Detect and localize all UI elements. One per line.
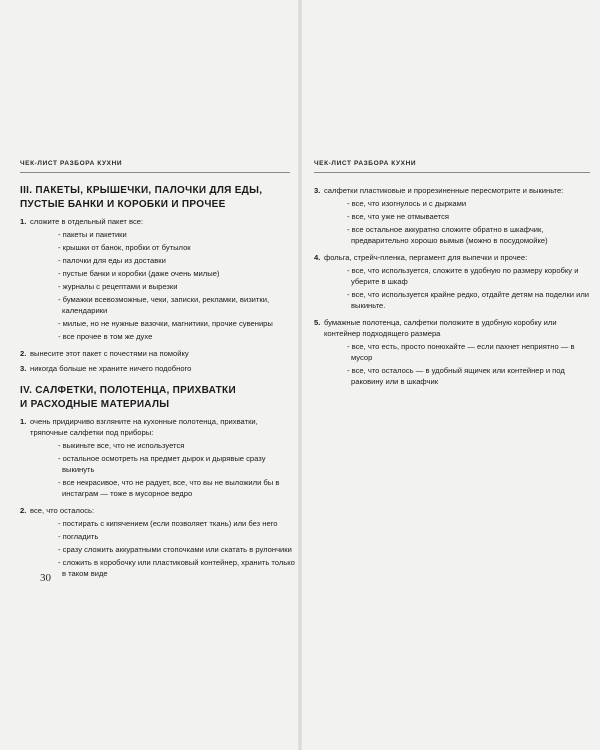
section-title-iii-line1: III. ПАКЕТЫ, КРЫШЕЧКИ, ПАЛОЧКИ ДЛЯ ЕДЫ, xyxy=(20,185,263,196)
sub-item: - сразу сложить аккуратными стопочками или скатать в рулончики xyxy=(58,544,295,555)
item-text: салфетки пластиковые и прорезиненные пересмотрите и выкиньте: xyxy=(324,186,564,195)
sub-item: - сложить в коробочку или пластиковый контейнер, хранить только в таком виде xyxy=(58,557,295,579)
sub-item: - палочки для еды из доставки xyxy=(58,255,295,266)
checklist-item xyxy=(20,348,295,359)
section-title-iii-line2: ПУСТЫЕ БАНКИ И КОРОБКИ И ПРОЧЕЕ xyxy=(20,199,226,210)
sub-item: - все остальное аккуратно сложите обратно в шкафчик, предварительно хорошо вымыв (можно в посудомойке) xyxy=(347,224,594,246)
item-number: 3. xyxy=(20,364,27,373)
sub-item: - все, что есть, просто понюхайте — если пахнет неприятно — в мусор xyxy=(347,341,594,363)
sub-item: - милые, но не нужные вазочки, магнитики, прочие сувениры xyxy=(58,318,295,329)
sub-item: - все некрасивое, что не радует, все, что вы не выложили бы в инстаграм — тоже в мусорное ведро xyxy=(58,477,295,499)
left-page-content xyxy=(20,184,295,581)
item-number: 2. xyxy=(20,506,27,515)
sub-item: - все, что изогнулось и с дырками xyxy=(347,198,594,209)
sub-item: - остальное осмотреть на предмет дырок и дырявые сразу выкинуть xyxy=(58,453,295,475)
right-page xyxy=(302,0,600,750)
sub-item: - все, что уже не отмывается xyxy=(347,211,594,222)
sub-item: - журналы с рецептами и вырезки xyxy=(58,281,295,292)
section-title-iii xyxy=(20,184,295,212)
item-text: очень придирчиво взгляните на кухонные полотенца, прихватки, тряпочные салфетки под приборы: xyxy=(30,417,258,437)
checklist-item xyxy=(314,317,594,389)
sub-list xyxy=(347,265,594,311)
item-number: 1. xyxy=(20,217,27,226)
sub-item: - бумажки всевозможные, чеки, записки, рекламки, визитки, календарики xyxy=(58,294,295,316)
checklist-item xyxy=(314,252,594,313)
sub-item: - выкиньте все, что не используется xyxy=(58,440,295,451)
left-page xyxy=(0,0,298,750)
checklist-item xyxy=(20,416,295,501)
running-head-right: ЧЕК-ЛИСТ РАЗБОРА КУХНИ xyxy=(314,160,417,167)
item-number: 2. xyxy=(20,349,27,358)
header-rule-right xyxy=(314,172,590,173)
section-title-iv-line1: IV. САЛФЕТКИ, ПОЛОТЕНЦА, ПРИХВАТКИ xyxy=(20,385,236,396)
header-rule-left xyxy=(20,172,290,173)
sub-item: - постирать с кипячением (если позволяет ткань) или без него xyxy=(58,518,295,529)
sub-item: - крышки от банок, пробки от бутылок xyxy=(58,242,295,253)
sub-item: - пакеты и пакетики xyxy=(58,229,295,240)
section-title-iv-line2: И РАСХОДНЫЕ МАТЕРИАЛЫ xyxy=(20,399,170,410)
sub-list xyxy=(347,198,594,246)
item-number: 5. xyxy=(314,318,321,327)
item-text: все, что осталось: xyxy=(30,506,95,515)
checklist-item xyxy=(20,363,295,374)
section-title-iv xyxy=(20,384,295,412)
item-number: 4. xyxy=(314,253,321,262)
checklist-item xyxy=(314,185,594,248)
item-number: 1. xyxy=(20,417,27,426)
checklist-item xyxy=(20,505,295,581)
right-page-content xyxy=(314,182,594,389)
sub-list xyxy=(58,229,295,342)
checklist-item xyxy=(20,216,295,344)
item-text: бумажные полотенца, салфетки положите в удобную коробку или контейнер подходящего размера xyxy=(324,318,557,338)
sub-list xyxy=(58,518,295,579)
page-number: 30 xyxy=(40,572,51,584)
item-number: 3. xyxy=(314,186,321,195)
item-text: фольга, стрейч-пленка, пергамент для выпечки и прочее: xyxy=(324,253,528,262)
sub-list xyxy=(347,341,594,387)
item-text: никогда больше не храните ничего подобного xyxy=(30,364,192,373)
sub-item: - все, что используется крайне редко, отдайте детям на поделки или выкиньте. xyxy=(347,289,594,311)
sub-item: - все, что используется, сложите в удобную по размеру коробку и уберите в шкаф xyxy=(347,265,594,287)
item-text: вынесите этот пакет с почестями на помойку xyxy=(30,349,189,358)
item-text: сложите в отдельный пакет все: xyxy=(30,217,144,226)
sub-item: - все прочее в том же духе xyxy=(58,331,295,342)
sub-list xyxy=(58,440,295,499)
sub-item: - погладить xyxy=(58,531,295,542)
sub-item: - все, что осталось — в удобный ящичек или контейнер и под раковину или в шкафчик xyxy=(347,365,594,387)
sub-item: - пустые банки и коробки (даже очень милые) xyxy=(58,268,295,279)
running-head-left: ЧЕК-ЛИСТ РАЗБОРА КУХНИ xyxy=(20,160,123,167)
